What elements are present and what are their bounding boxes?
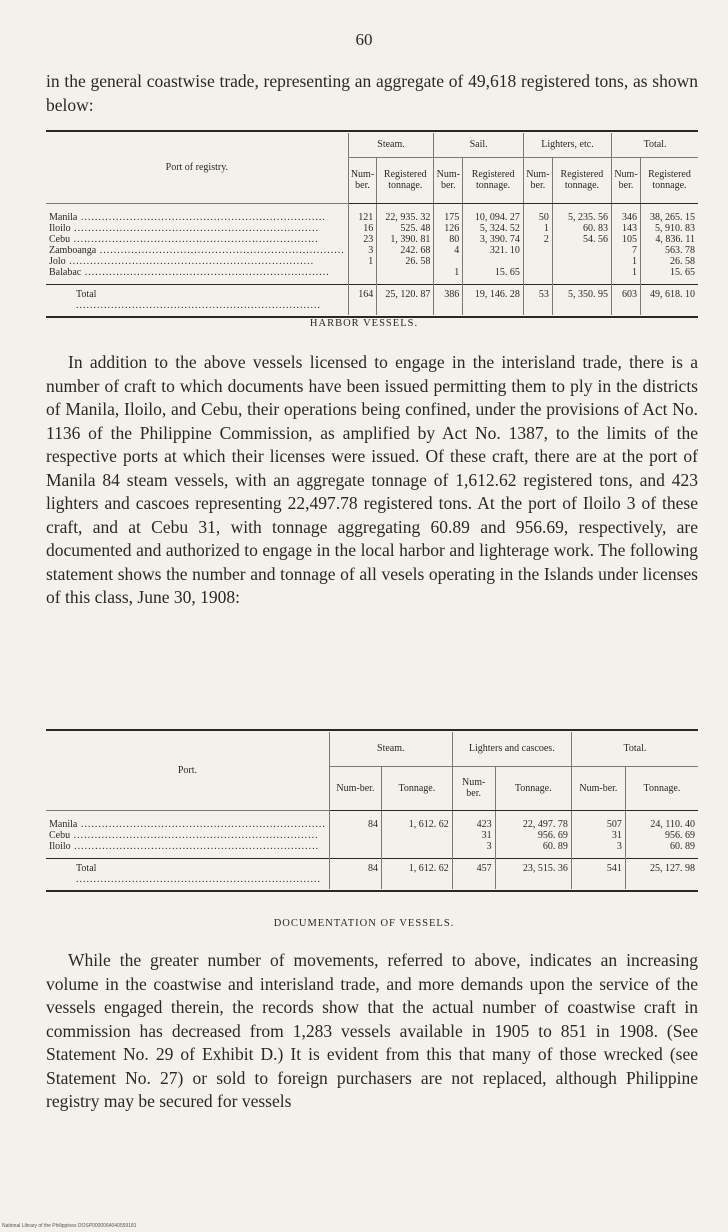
table1-cell: 3 [368, 244, 374, 256]
table2-top-rule [46, 729, 698, 731]
table1-cell: 563. 78 [665, 244, 695, 256]
table1-value-column [552, 203, 611, 284]
table2-value-column [329, 810, 381, 858]
table2-port-name: Cebu ..... [49, 830, 326, 841]
table1-cell: 1 [543, 222, 549, 234]
table1-port-name: Iloilo ..... [49, 223, 345, 234]
table2-cell: 31 [611, 829, 622, 841]
table1-value-column [640, 203, 698, 284]
table1-cell [527, 267, 549, 278]
table2-total-label: Total ..... [46, 858, 329, 889]
table1-cell: 22, 935. 32 [385, 211, 431, 223]
table1-top-rule [46, 130, 698, 132]
table2-cell: 423 [476, 818, 492, 830]
table2-total-cell: 25, 127. 98 [625, 858, 698, 889]
table1-cell: 5, 910. 83 [655, 222, 695, 234]
table2-cell: 1, 612. 62 [408, 818, 449, 830]
table1-cell [466, 256, 520, 267]
table2-cell: 24, 110. 40 [650, 818, 695, 830]
table1-value-column [612, 203, 641, 284]
table2-cell: 956. 69 [537, 829, 568, 841]
table1-total-cell: 603 [612, 284, 641, 315]
table1-cell: 1 [454, 266, 460, 278]
table2-cell [333, 830, 378, 841]
table1-port-name: Zamboanga ..... [49, 245, 345, 256]
intro-paragraph: in the general coastwise trade, representing an aggregate of 49,618 registered tons, as shown below: [46, 71, 698, 115]
table1-cell [352, 267, 374, 278]
documentation-paragraph [46, 949, 698, 1114]
table1-cell: 242. 68 [400, 244, 431, 256]
table2-cell: 60. 89 [542, 840, 568, 852]
documentation-paragraph-text: While the greater number of movements, referred to above, indicates an increasing volume in the coastwise and interisland trade, and more demands upon the service of the vessels engaged therein, the records show that the actual number of coastwise craft in commission has decreased from 1,283 vessels available in 1905 to 851 in 1908. (See Statement No. 29 of Exhibit D.) It is evident from this that many of those wrecked (see Statement No. 27) or sold to foreign purchasers are not replaced, although Philippine registry may be secured for vessels [46, 950, 698, 1111]
table1-cell: 26. 58 [670, 255, 695, 267]
table2-tonnage-header: Tonnage. [495, 766, 571, 810]
table1-port-name: Cebu ..... [49, 234, 345, 245]
table2-cell: 3 [616, 840, 622, 852]
table2-value-column [571, 810, 625, 858]
table1-cell: 3, 390. 74 [479, 233, 520, 245]
table2-group-lighters: Lighters and cascoes. [452, 732, 571, 766]
table1-cell [527, 245, 549, 256]
table1-total-cell: 5, 350. 95 [552, 284, 611, 315]
table2-cell [385, 841, 449, 852]
table1-cell [556, 245, 608, 256]
table1-group-steam: Steam. [348, 133, 434, 157]
table1-value-column [377, 203, 434, 284]
table2-total-cell: 541 [571, 858, 625, 889]
table1-port-name: Jolo ..... [49, 256, 345, 267]
table1-cell: 15. 65 [494, 266, 520, 278]
page-number: 60 [355, 30, 373, 49]
table1-data-rows [46, 203, 698, 284]
table1-group-sail: Sail. [434, 133, 524, 157]
table2-cell: 84 [367, 818, 378, 830]
table2-num-header: Num-ber. [571, 766, 625, 810]
table1-group-total: Total. [612, 133, 698, 157]
table2-value-column [381, 810, 452, 858]
table1-total-cell: 164 [348, 284, 377, 315]
table1-cell [380, 267, 430, 278]
table1-cell: 346 [621, 211, 637, 223]
table1-cell: 26. 58 [405, 255, 431, 267]
table1-cell: 10, 094. 27 [474, 211, 520, 223]
table1-cell: 1 [631, 266, 637, 278]
table1-cell: 105 [621, 233, 637, 245]
table2-cell: 956. 69 [665, 829, 695, 841]
table2-total-cell: 1, 612. 62 [381, 858, 452, 889]
table1-cell: 5, 235. 56 [568, 211, 609, 223]
table2-total-row [46, 858, 698, 889]
table1-total-cell: 386 [434, 284, 463, 315]
table1-cell: 1, 390. 81 [390, 233, 431, 245]
table1-cell [437, 256, 459, 267]
table1-cell: 121 [358, 211, 374, 223]
table1-cell: 126 [444, 222, 460, 234]
table1-cell: 80 [449, 233, 460, 245]
table1-value-column [348, 203, 377, 284]
table2-value-column [625, 810, 698, 858]
table2-total-cell: 84 [329, 858, 381, 889]
table1-cell: 16 [363, 222, 374, 234]
table1-cell: 50 [538, 211, 549, 223]
table2-num-header: Num-ber. [329, 766, 381, 810]
table2-cell: 3 [486, 840, 492, 852]
table1-port-header: Port of registry. [46, 133, 348, 203]
table1-cell: 38, 265. 15 [650, 211, 695, 223]
table1-cell [527, 256, 549, 267]
table2-body [46, 810, 698, 889]
table1-cell [556, 267, 608, 278]
table1-cell [556, 256, 608, 267]
table1-cell: 2 [543, 233, 549, 245]
table2-group-steam: Steam. [329, 732, 452, 766]
table1-value-column [434, 203, 463, 284]
table1-cell: 4 [454, 244, 460, 256]
library-credit: National Library of the Philippines DOSP0000064040559181 [2, 1223, 137, 1229]
table1-value-column [463, 203, 524, 284]
table2-total-cell: 457 [452, 858, 495, 889]
table1-cell: 1 [368, 255, 374, 267]
table2-bottom-rule [46, 890, 698, 892]
table2-group-total: Total. [571, 732, 698, 766]
table2-cell [385, 830, 449, 841]
table1-total-label: Total ..... [46, 284, 348, 315]
table2-value-column [452, 810, 495, 858]
table1-cell: 54. 56 [583, 233, 609, 245]
table2-port-names [46, 810, 329, 858]
table2-cell: 507 [606, 818, 622, 830]
table2-total-cell: 23, 515. 36 [495, 858, 571, 889]
table2-cell: 60. 89 [670, 840, 695, 852]
table2-cell [333, 841, 378, 852]
table1-total-cell: 25, 120. 87 [377, 284, 434, 315]
table2-port-name: Iloilo ..... [49, 841, 326, 852]
table1-cell: 15. 65 [670, 266, 695, 278]
table1-tonnage-header: Registered tonnage. [463, 157, 524, 203]
table2-tonnage-header: Tonnage. [381, 766, 452, 810]
table2-port-name: Manila ..... [49, 819, 326, 830]
table1-cell: 60. 83 [583, 222, 609, 234]
table1-total-cell: 53 [523, 284, 552, 315]
table1-cell: 1 [631, 255, 637, 267]
table2-cell: 31 [481, 829, 492, 841]
table1-cell: 143 [621, 222, 637, 234]
table1-cell: 4, 836. 11 [655, 233, 695, 245]
table1-port-name: Balabac ..... [49, 267, 345, 278]
table1-cell: 23 [363, 233, 374, 245]
table1-tonnage-header: Registered tonnage. [377, 157, 434, 203]
table1-cell: 5, 324. 52 [479, 222, 520, 234]
table1-num-header: Num-ber. [523, 157, 552, 203]
table1-total-row [46, 284, 698, 315]
table1-port-name: Manila ..... [49, 212, 345, 223]
table1-value-column [523, 203, 552, 284]
table1-tonnage-header: Registered tonnage. [640, 157, 698, 203]
table1-cell: 175 [444, 211, 460, 223]
table1-num-header: Num-ber. [348, 157, 377, 203]
table2-value-column [495, 810, 571, 858]
table1-num-header: Num-ber. [612, 157, 641, 203]
harbor-paragraph [46, 351, 698, 610]
table1-body [46, 203, 698, 315]
table2-port-header: Port. [46, 732, 329, 810]
documentation-heading: DOCUMENTATION OF VESSELS. [273, 918, 455, 929]
table2-num-header: Num-ber. [452, 766, 495, 810]
table1-cell: 525. 48 [400, 222, 431, 234]
table2-tonnage-header: Tonnage. [625, 766, 698, 810]
table1-num-header: Num-ber. [434, 157, 463, 203]
table1-port-names [46, 203, 348, 284]
table2-cell: 22, 497. 78 [522, 818, 568, 830]
coastwise-registry-table [46, 133, 698, 315]
table1-group-lighters: Lighters, etc. [523, 133, 611, 157]
table1-total-cell: 49, 618. 10 [640, 284, 698, 315]
table2-data-rows [46, 810, 698, 858]
table1-cell: 321. 10 [489, 244, 520, 256]
table1-cell: 7 [631, 244, 637, 256]
table1-bottom-rule [46, 316, 698, 318]
harbor-vessels-heading: HARBOR VESSELS. [309, 318, 419, 329]
table1-tonnage-header: Registered tonnage. [552, 157, 611, 203]
table1-total-cell: 19, 146. 28 [463, 284, 524, 315]
harbor-licenses-table [46, 732, 698, 889]
harbor-paragraph-text: In addition to the above vessels licensed to engage in the interisland trade, there is a number of craft to which documents have been issued permitting them to ply in the districts of Manila, Iloilo, and Cebu, their operations being confined, under the provisions of Act No. 1136 of the Philippine Commission, as amplified by Act No. 1387, to the limits of the respective ports at which their licenses were issued. Of these craft, there are at the port of Manila 84 steam vessels, with an aggregate tonnage of 1,612.62 registered tons, and 423 lighters and cascoes representing 22,497.78 registered tons. At the port of Iloilo 3 of these craft, and at Cebu 31, with tonnage aggregating 60.89 and 956.69, respectively, are documented and authorized to engage in the local harbor and lighterage work. The following statement shows the number and tonnage of all vesels operating in the Islands under licenses of this class, June 30, 1908: [46, 352, 698, 607]
